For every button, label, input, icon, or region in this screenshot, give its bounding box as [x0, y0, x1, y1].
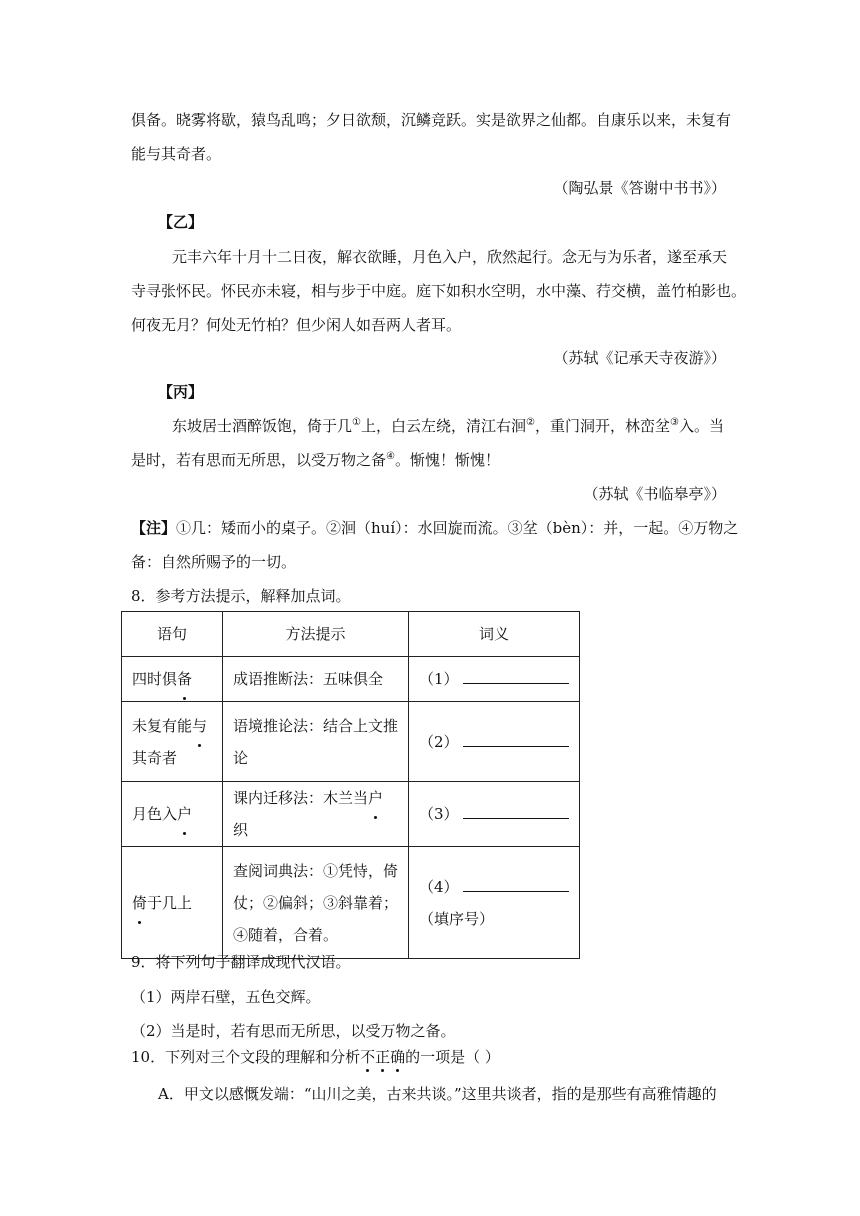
bing-text: 入。当 — [678, 417, 724, 435]
dotted-word: 户 — [177, 798, 192, 830]
sentence-text: 其奇者 — [132, 748, 178, 767]
sentence-text: 月色入 — [132, 805, 178, 823]
answer-blank[interactable] — [463, 804, 569, 819]
jia-line-1: 俱备。晓雾将歇，猿鸟乱鸣；夕日欲颓，沉鳞竞跃。实是欲界之仙都。自康乐以来，未复有 — [131, 111, 732, 129]
table-row — [122, 782, 580, 847]
note-marker-2: ② — [526, 417, 535, 428]
dotted-word: 与 — [192, 710, 207, 742]
notes-label: 【注】 — [131, 519, 177, 537]
yi-line-2: 寺寻张怀民。怀民亦未寝，相与步于中庭。庭下如积水空明，水中藻、荇交横，盖竹柏影也。 — [131, 282, 747, 300]
bing-heading: 【丙】 — [158, 383, 204, 401]
bing-text: 东坡居士酒醉饭饱，倚于几 — [172, 417, 353, 435]
row-sentence — [122, 847, 223, 959]
q10-text: 的一项是（ ） — [405, 1048, 500, 1066]
bing-text: ，重门洞开，林峦坌 — [534, 417, 670, 435]
note-marker-1: ① — [352, 417, 361, 428]
header-method: 方法提示 — [223, 612, 409, 657]
method-text: 课内迁移法：木兰当 — [233, 789, 369, 807]
method-text: 织 — [233, 821, 249, 839]
row-sentence — [122, 702, 223, 782]
bing-text: 是时，若有思而无所思，以受万物之备 — [131, 451, 387, 469]
q8-table — [121, 611, 580, 959]
note-marker-4: ④ — [386, 451, 395, 462]
answer-number: （2） — [419, 732, 459, 751]
row-answer[interactable] — [409, 847, 580, 959]
sentence-text: 未复有能 — [132, 716, 193, 735]
answer-blank[interactable] — [463, 877, 569, 892]
answer-number: （3） — [419, 805, 459, 823]
table-row — [122, 847, 580, 959]
answer-blank[interactable] — [463, 669, 569, 684]
header-sentence: 语句 — [122, 612, 223, 657]
note-marker-3: ③ — [669, 417, 679, 428]
jia-source: （陶弘景《答谢中书书》） — [553, 179, 726, 197]
yi-line-1: 元丰六年十月十二日夜，解衣欲睡，月色入户，欣然起行。念无与为乐者，遂至承天 — [172, 248, 728, 266]
row-sentence — [122, 657, 223, 702]
dotted-word: 备 — [177, 663, 192, 695]
bing-line-1 — [172, 416, 724, 436]
row-method: 成语推断法：五味俱全 — [223, 657, 409, 702]
bing-line-2 — [131, 450, 500, 470]
q8-prompt: 8．参考方法提示，解释加点词。 — [131, 587, 351, 605]
q10-option-a[interactable]: A．甲文以感慨发端：“山川之美，古来共谈。”这里共谈者，指的是那些有高雅情趣的 — [158, 1085, 717, 1103]
q9-item-2: （2）当是时，若有思而无所思，以受万物之备。 — [131, 1022, 456, 1040]
q10-text: 10．下列对三个文段的理解和分析 — [131, 1048, 361, 1066]
header-meaning: 词义 — [409, 612, 580, 657]
row-sentence — [122, 782, 223, 847]
row-answer[interactable] — [409, 702, 580, 782]
table-row — [122, 702, 580, 782]
dotted-word: 户 — [368, 782, 383, 814]
row-method — [223, 782, 409, 847]
jia-line-2: 能与其奇者。 — [131, 145, 222, 163]
yi-source: （苏轼《记承天寺夜游》） — [553, 349, 726, 367]
table-row — [122, 657, 580, 702]
dotted-word: 倚 — [132, 887, 147, 919]
dotted-word: 不正确 — [360, 1048, 406, 1066]
q9-item-1: （1）两岸石壁，五色交辉。 — [131, 988, 321, 1006]
q9-prompt: 9．将下列句子翻译成现代汉语。 — [131, 953, 351, 971]
row-answer[interactable] — [409, 657, 580, 702]
bing-source: （苏轼《书临皋亭》） — [583, 485, 726, 503]
answer-number: （1） — [419, 670, 459, 688]
sentence-text: 四时俱 — [132, 670, 178, 688]
bing-text: 。惭愧！惭愧！ — [394, 451, 500, 469]
answer-blank[interactable] — [463, 732, 569, 747]
notes-line-1 — [131, 518, 738, 538]
table-header-row — [122, 612, 580, 657]
notes-line-2: 备：自然所赐予的一切。 — [131, 553, 297, 571]
sentence-text: 于几上 — [147, 893, 193, 912]
bing-text: 上，白云左绕，清江右洄 — [360, 417, 526, 435]
answer-number: （4） — [419, 877, 459, 896]
yi-line-3: 何夜无月？何处无竹柏？但少闲人如吾两人者耳。 — [131, 316, 462, 334]
row-method: 查阅词典法：①凭恃，倚仗；②偏斜；③斜靠着；④随着，合着。 — [223, 847, 409, 959]
answer-hint: （填序号） — [419, 909, 495, 928]
row-method: 语境推论法：结合上文推论 — [223, 702, 409, 782]
notes-text: ①几：矮而小的桌子。②洄（huí）：水回旋而流。③坌（bèn）：并，一起。④万物之 — [176, 519, 739, 537]
q10-prompt — [131, 1047, 500, 1067]
yi-heading: 【乙】 — [158, 213, 204, 231]
row-answer[interactable] — [409, 782, 580, 847]
